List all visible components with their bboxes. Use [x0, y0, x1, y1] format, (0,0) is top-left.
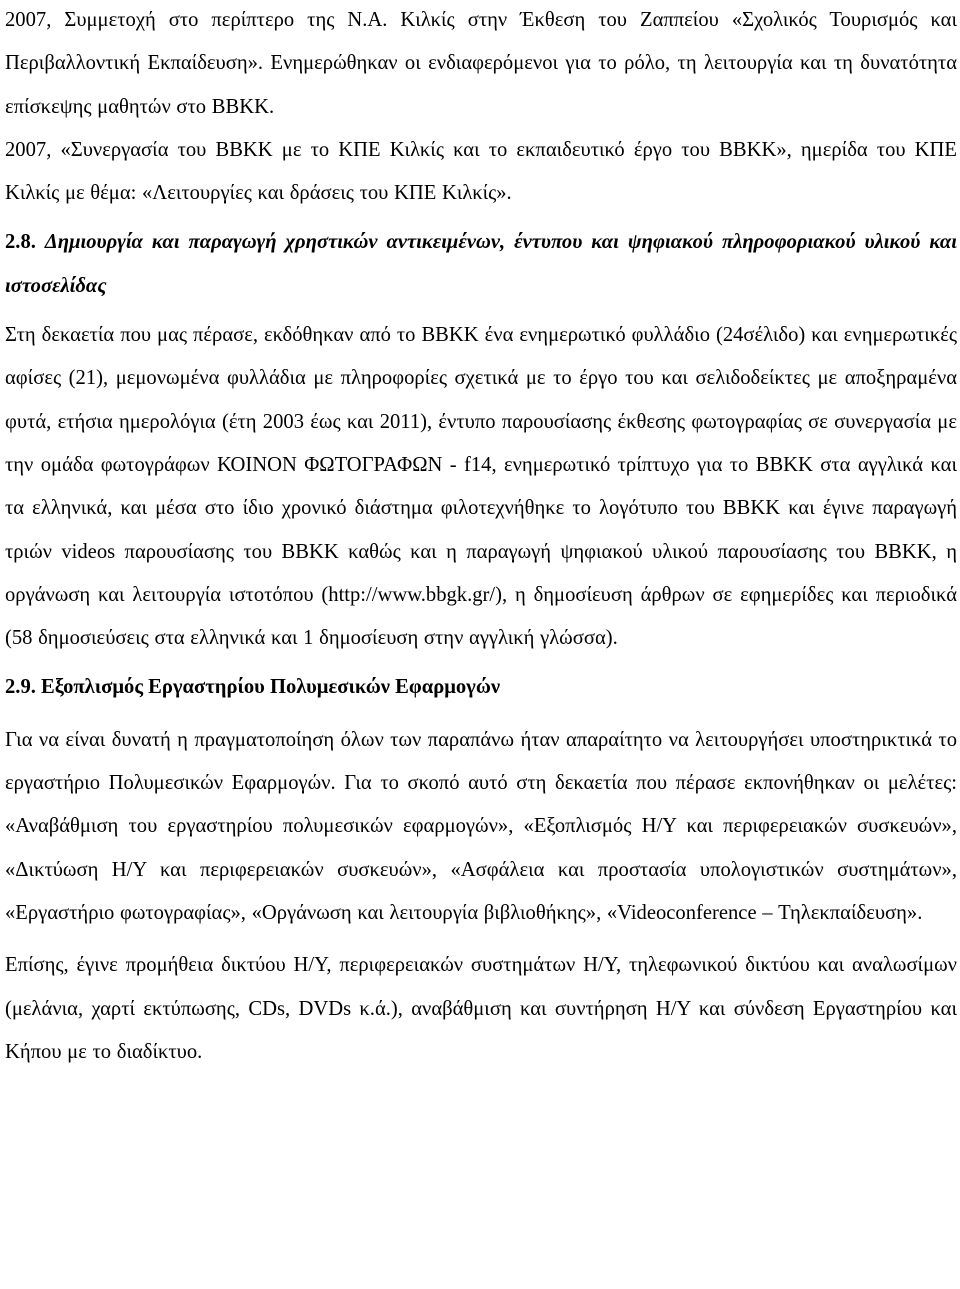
seminar-paragraph: 2007, «Συνεργασία του ΒΒΚΚ με το ΚΠΕ Κιλκίς και το εκπαιδευτικό έργο του ΒΒΚΚ», ημερίδα του ΚΠΕ Κιλκίς με θέμα: «Λειτουργίες και δράσεις του ΚΠΕ Κιλκίς». [5, 138, 957, 205]
section-2-8-heading [5, 221, 957, 308]
section-2-9-heading [5, 666, 957, 709]
section-2-8-number: 2.8. [5, 231, 36, 254]
document-page [5, 0, 957, 1074]
section-2-9-title: Εξοπλισμός Εργαστηρίου Πολυμεσικών Εφαρμογών [41, 676, 501, 699]
section-2-9-number: 2.9. [5, 676, 36, 699]
intro-paragraph: 2007, Συμμετοχή στο περίπτερο της Ν.Α. Κιλκίς στην Έκθεση του Ζαππείου «Σχολικός Τουρισμός και Περιβαλλοντική Εκπαίδευση». Ενημερώθηκαν οι ενδιαφερόμενοι για το ρόλο, τη λειτουργία και τη δυνατότητα επίσκεψης μαθητών στο ΒΒΚΚ. [5, 9, 957, 118]
section-2-8-body: Στη δεκαετία που μας πέρασε, εκδόθηκαν από το ΒΒΚΚ ένα ενημερωτικό φυλλάδιο (24σέλιδο) και ενημερωτικές αφίσες (21), μεμονωμένα φυλλάδια με πληροφορίες σχετικά με το έργο του και σελιδοδείκτες με αποξηραμένα φυτά, ετήσια ημερολόγια (έτη 2003 έως και 2011), έντυπο παρουσίασης έκθεσης φωτογραφίας σε συνεργασία με την ομάδα φωτογράφων ΚΟΙΝΟΝ ΦΩΤΟΓΡΑΦΩΝ - f14, ενημερωτικό τρίπτυχο για το ΒΒΚΚ στα αγγλικά και τα ελληνικά, και μέσα στο ίδιο χρονικό διάστημα φιλοτεχνήθηκε το λογότυπο του ΒΒΚΚ και έγινε παραγωγή τριών videos παρουσίασης του ΒΒΚΚ καθώς και η παραγωγή ψηφιακού υλικού παρουσίασης του ΒΒΚΚ, η οργάνωση και λειτουργία ιστοτόπου (http://www.bbgk.gr/), η δημοσίευση άρθρων σε εφημερίδες και περιοδικά (58 δημοσιεύσεις στα ελληνικά και 1 δημοσίευση στην αγγλική γλώσσα). [5, 324, 957, 650]
section-2-8-title: Δημιουργία και παραγωγή χρηστικών αντικειμένων, έντυπου και ψηφιακού πληροφοριακού υλικού και ιστοσελίδας [5, 231, 957, 297]
section-2-9-body-2: Επίσης, έγινε προμήθεια δικτύου Η/Υ, περιφερειακών συστημάτων Η/Υ, τηλεφωνικού δικτύου και αναλωσίμων (μελάνια, χαρτί εκτύπωσης, CDs, DVDs κ.ά.), αναβάθμιση και συντήρηση Η/Υ και σύνδεση Εργαστηρίου και Κήπου με το διαδίκτυο. [5, 954, 957, 1063]
section-2-9-body: Για να είναι δυνατή η πραγματοποίηση όλων των παραπάνω ήταν απαραίτητο να λειτουργήσει υποστηρικτικά το εργαστήριο Πολυμεσικών Εφαρμογών. Για το σκοπό αυτό στη δεκαετία που πέρασε εκπονήθηκαν οι μελέτες: «Αναβάθμιση του εργαστηρίου πολυμεσικών εφαρμογών», «Εξοπλισμός Η/Υ και περιφερειακών συσκευών», «Δικτύωση Η/Υ και περιφερειακών συσκευών», «Ασφάλεια και προστασία υπολογιστικών συστημάτων», «Εργαστήριο φωτογραφίας», «Οργάνωση και λειτουργία βιβλιοθήκης», «Videoconference – Τηλεκπαίδευση». [5, 728, 957, 924]
